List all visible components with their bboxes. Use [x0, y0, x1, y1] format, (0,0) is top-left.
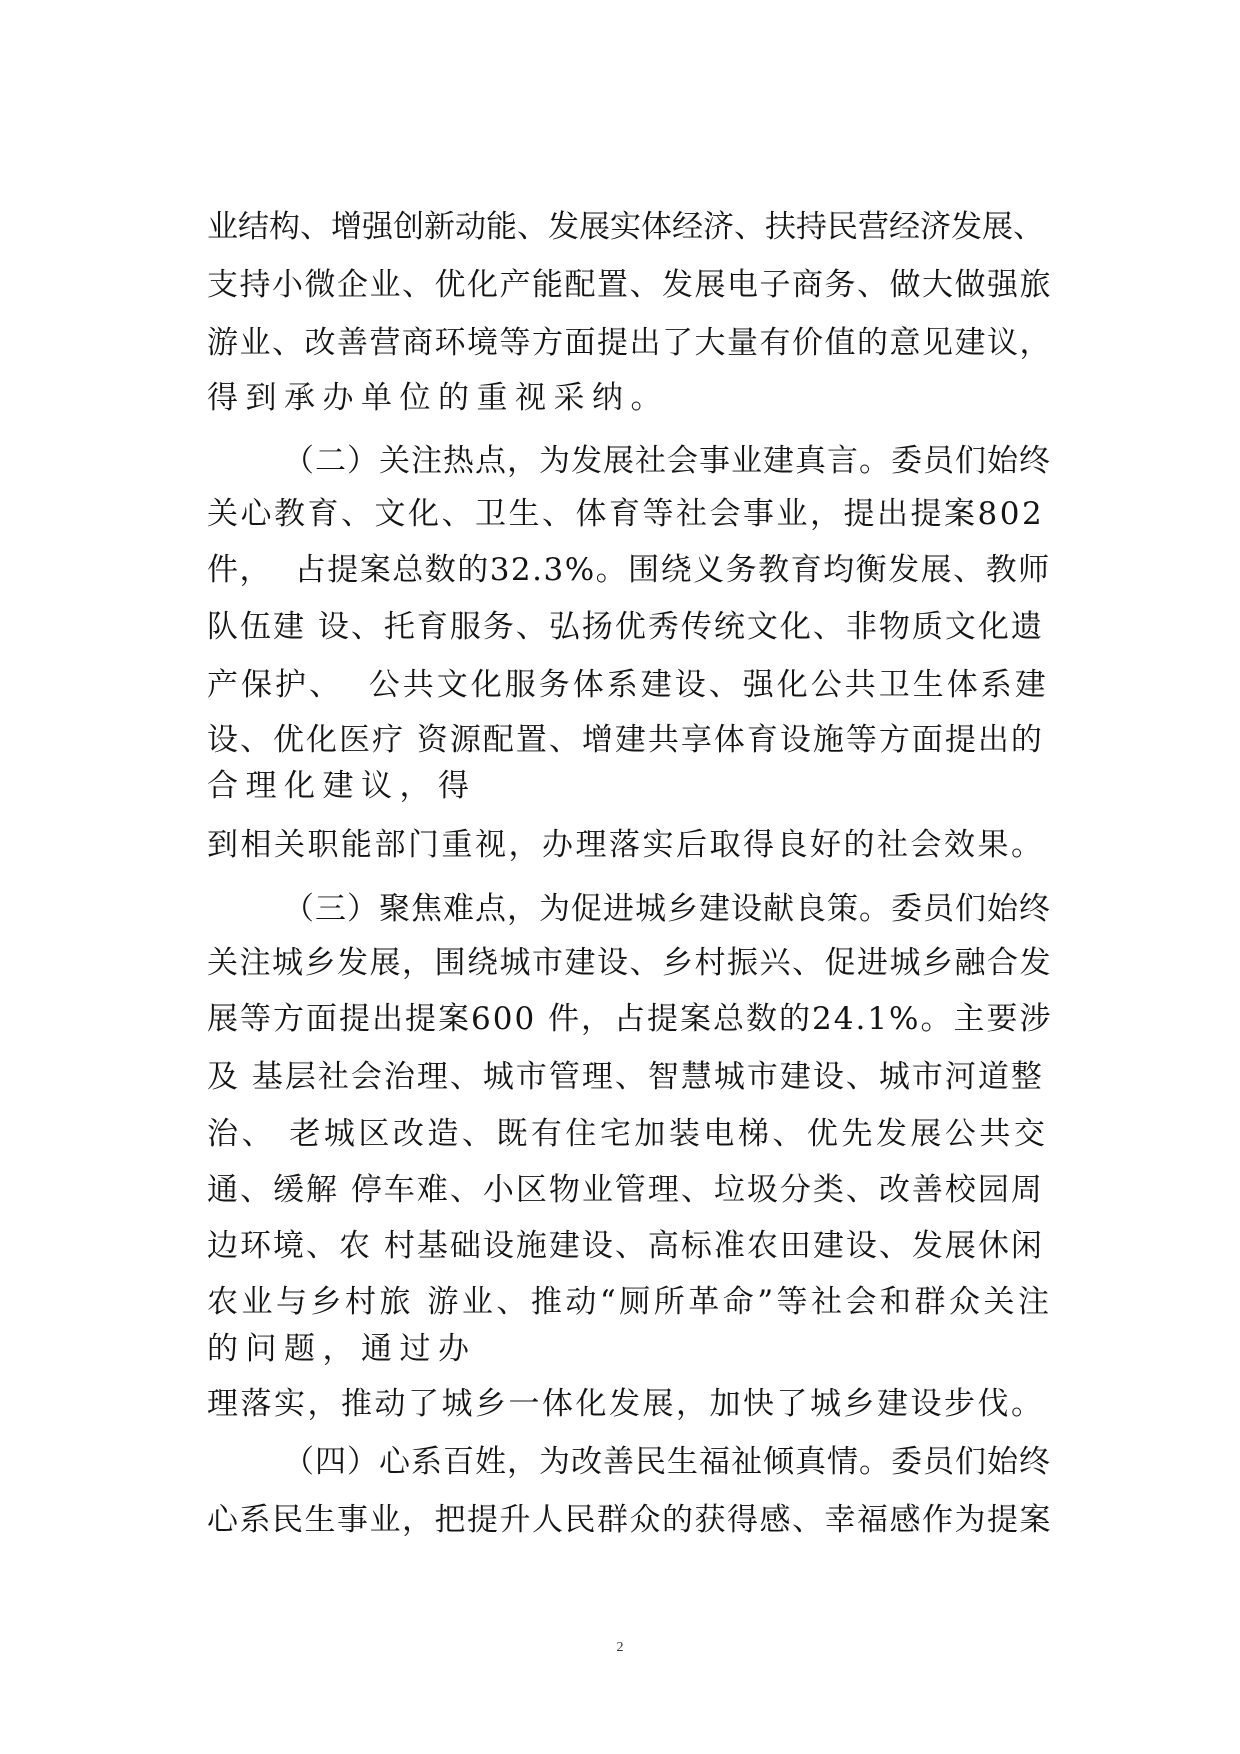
section-heading-line: （三）聚焦难点，为促进城乡建设献良策。委员们始终	[283, 891, 1051, 927]
text-line: 得到承办单位的重视采纳。	[207, 380, 669, 416]
section-heading-line: （四）心系百姓，为改善民生福祉倾真情。委员们始终	[283, 1444, 1051, 1480]
text-line: 展等方面提出提案600 件，占提案总数的24.1%。主要涉	[207, 1001, 1053, 1037]
text-line: 理落实，推动了城乡一体化发展，加快了城乡建设步伐。	[207, 1386, 1045, 1422]
text-line: 合理化建议，得	[207, 768, 477, 804]
text-line: 设、优化医疗 资源配置、增建共享体育设施等方面提出的	[207, 722, 1044, 758]
section-heading-line: （二）关注热点，为发展社会事业建真言。委员们始终	[283, 443, 1051, 479]
text-line: 边环境、农 村基础设施建设、高标准农田建设、发展休闲	[207, 1228, 1044, 1264]
text-line: 通、缓解 停车难、小区物业管理、垃圾分类、改善校园周	[207, 1172, 1044, 1208]
text-line: 游业、改善营商环境等方面提出了大量有价值的意见建议，	[207, 325, 1052, 361]
page-number: 2	[616, 1640, 624, 1655]
text-line: 治、 老城区改造、既有住宅加装电梯、优先发展公共交	[207, 1116, 1049, 1152]
text-line: 关注城乡发展，围绕城市建设、乡村振兴、促进城乡融合发	[207, 945, 1052, 981]
text-line: 支持小微企业、优化产能配置、发展电子商务、做大做强旅	[207, 267, 1052, 303]
text-line: 队伍建 设、托育服务、弘扬优秀传统文化、非物质文化遗	[207, 609, 1044, 645]
text-line: 到相关职能部门重视，办理落实后取得良好的社会效果。	[207, 827, 1045, 863]
text-line: 关心教育、文化、卫生、体育等社会事业，提出提案802	[207, 496, 1045, 532]
text-line: 件， 占提案总数的32.3%。围绕义务教育均衡发展、教师	[207, 552, 1051, 588]
text-line: 心系民生事业，把提升人民群众的获得感、幸福感作为提案	[207, 1502, 1052, 1538]
text-line: 业结构、增强创新动能、发展实体经济、扶持民营经济发展、	[207, 209, 1044, 245]
text-line: 产保护、 公共文化服务体系建设、强化公共卫生体系建	[207, 667, 1049, 703]
text-line: 及 基层社会治理、城市管理、智慧城市建设、城市河道整	[207, 1059, 1044, 1095]
text-line: 农业与乡村旅 游业、推动“厕所革命”等社会和群众关注	[207, 1284, 1053, 1320]
text-line: 的问题，通过办	[207, 1331, 477, 1367]
